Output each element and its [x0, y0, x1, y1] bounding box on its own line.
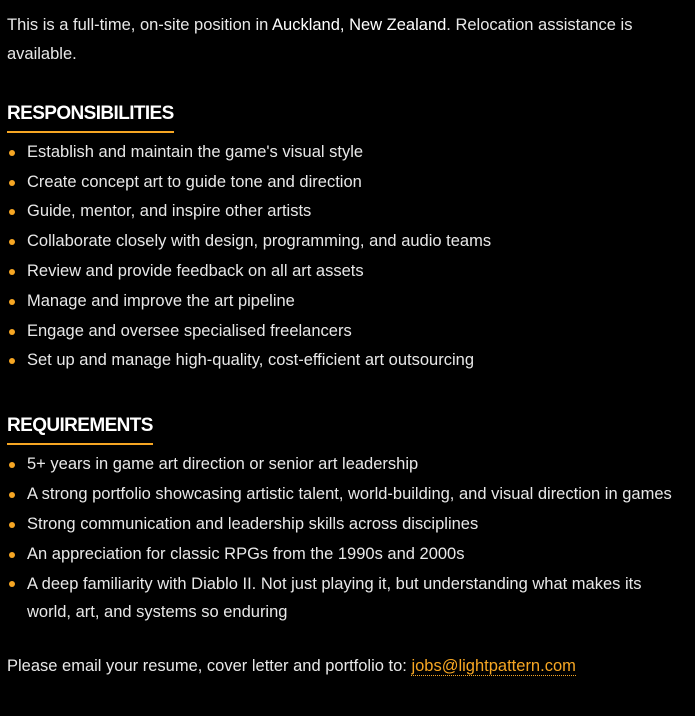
bullet-icon	[9, 552, 15, 558]
responsibilities-list	[7, 138, 688, 376]
list-item-text: Collaborate closely with design, programming, and audio teams	[27, 232, 492, 251]
list-item	[7, 257, 688, 287]
bullet-icon	[9, 150, 15, 156]
bullet-icon	[9, 180, 15, 186]
intro-suffix: . Relocation assistance is available.	[7, 16, 633, 64]
intro-paragraph	[7, 11, 657, 70]
list-item-text: Establish and maintain the game's visual style	[27, 142, 364, 161]
list-item	[7, 480, 688, 510]
list-item	[7, 540, 688, 570]
responsibilities-section	[7, 70, 688, 376]
list-item-text: Set up and manage high-quality, cost-efficient art outsourcing	[27, 351, 474, 370]
list-item-text: Create concept art to guide tone and direction	[27, 172, 362, 191]
bullet-icon	[9, 522, 15, 528]
list-item	[7, 227, 688, 257]
list-item	[7, 450, 688, 480]
list-item	[7, 317, 688, 347]
list-item-text: Strong communication and leadership skills across disciplines	[27, 514, 479, 533]
bullet-icon	[9, 269, 15, 275]
list-item	[7, 287, 688, 317]
bullet-icon	[9, 299, 15, 305]
list-item	[7, 168, 688, 198]
list-item-text: Engage and oversee specialised freelancers	[27, 321, 352, 340]
list-item-text: Review and provide feedback on all art assets	[27, 262, 364, 280]
list-item-text: An appreciation for classic RPGs from the 1990s and 2000s	[27, 544, 465, 563]
intro-location: Auckland, New Zealand	[272, 16, 447, 34]
bullet-icon	[9, 492, 15, 498]
list-item-text: Manage and improve the art pipeline	[27, 291, 295, 310]
list-item-text: 5+ years in game art direction or senior art leadership	[27, 455, 419, 474]
bullet-icon	[9, 239, 15, 245]
list-item-text: Guide, mentor, and inspire other artists	[27, 202, 312, 221]
intro-prefix: This is a full-time, on-site position in	[7, 16, 273, 34]
bullet-icon	[9, 581, 15, 587]
list-item	[7, 197, 688, 227]
requirements-list	[7, 450, 688, 626]
bullet-icon	[9, 462, 15, 468]
list-item	[7, 569, 688, 626]
list-item	[7, 138, 688, 168]
requirements-heading: REQUIREMENTS	[7, 413, 153, 445]
contact-paragraph	[7, 652, 688, 681]
email-link[interactable]: jobs@lightpattern.com	[411, 657, 576, 676]
bullet-icon	[9, 358, 15, 364]
list-item	[7, 510, 688, 540]
bullet-icon	[9, 209, 15, 215]
list-item-text: A strong portfolio showcasing artistic talent, world-building, and visual direction in games	[27, 484, 672, 503]
requirements-section	[7, 376, 688, 626]
list-item-text: A deep familiarity with Diablo II. Not just playing it, but understanding what makes its world, art, and systems so enduring	[27, 575, 642, 622]
bullet-icon	[9, 329, 15, 335]
responsibilities-heading: RESPONSIBILITIES	[7, 101, 174, 133]
contact-text: Please email your resume, cover letter and portfolio to:	[7, 657, 412, 676]
list-item	[7, 346, 688, 376]
